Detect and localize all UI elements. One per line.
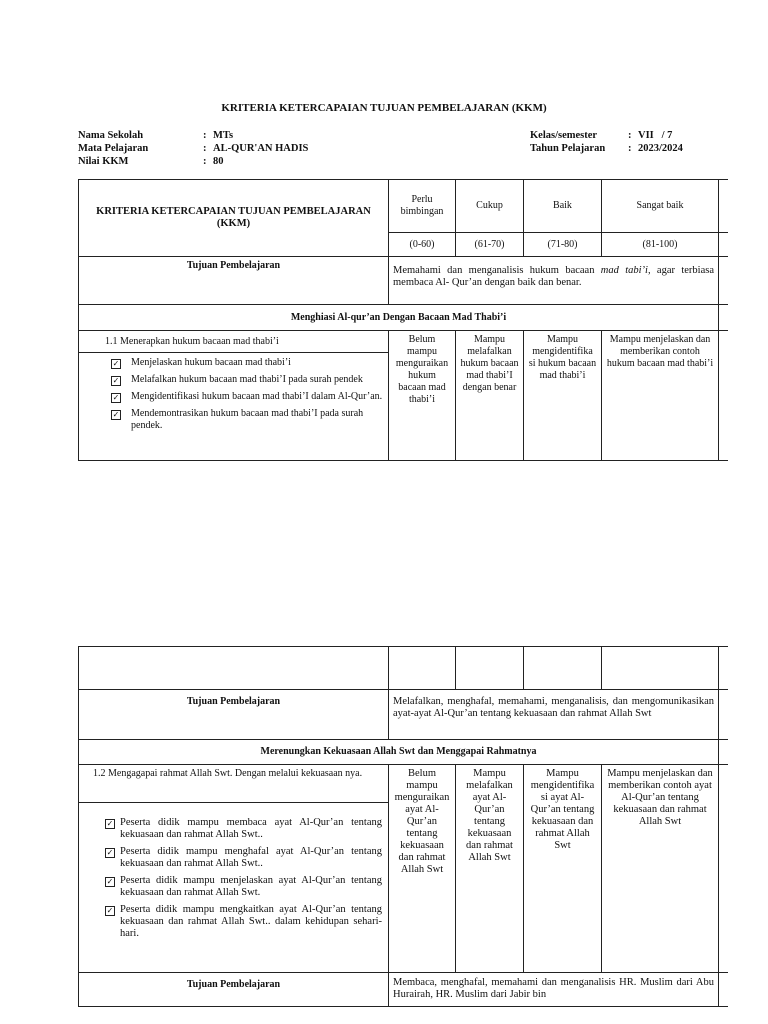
meta-row-subject: [78, 142, 378, 155]
empty-cell: [524, 647, 602, 690]
tp-text-part: Memahami dan menganalisis hukum bacaan: [393, 265, 601, 276]
meta-value: 2023/2024: [638, 143, 683, 154]
empty-cell: [456, 647, 524, 690]
empty-cell: [79, 647, 389, 690]
checkbox-icon: ✓: [106, 906, 114, 915]
tp-text: Melafalkan, menghafal, memahami, menganalisis, dan mengomunikasikan ayat-ayat Al-Qur’an tentang kekuasaan dan rahmat Allah Swt: [389, 690, 719, 740]
checklist-text: Peserta didik mampu menghafal ayat Al-Qur’an tentang kekuasaan dan rahmat Allah Swt..: [120, 846, 382, 869]
tp-text-part: agar terbiasa membaca Al- Qur’an dengan baik dan benar.: [393, 265, 714, 288]
checklist-item: [105, 817, 382, 841]
descriptor: Mampu menjelaskan dan memberikan contoh ayat Al-Qur’an tentang kekuasaan dan rahmat Allah Swt: [602, 765, 719, 973]
range-cell: (61-70): [456, 233, 524, 257]
meta-label: Kelas/semester: [530, 130, 598, 141]
meta-value: MTs: [213, 130, 234, 141]
indicator: 1.2 Mengagapai rahmat Allah Swt. Dengan melalui kekuasaan nya.: [79, 765, 389, 803]
checklist-text: Peserta didik mampu menjelaskan ayat Al-Qur’an tentang kekuasaan dan rahmat Allah Swt.: [120, 875, 382, 898]
checklist-text: Menjelaskan hukum bacaan mad thabi’i: [131, 357, 291, 368]
checklist-item: [105, 904, 382, 940]
checklist-item: [105, 846, 382, 870]
empty-cell: [602, 647, 719, 690]
empty-cell: [389, 647, 456, 690]
meta-value: AL-QUR'AN HADIS: [213, 143, 309, 154]
kkm-table-1: [78, 179, 739, 461]
checkbox-icon: ✓: [112, 393, 120, 402]
tp-text: Membaca, menghafal, memahami dan menganalisis HR. Muslim dari Abu Hurairah, HR. Muslim dari Jabir bin: [389, 973, 719, 1007]
meta-row-school: [78, 129, 378, 142]
checklist-item: [105, 875, 382, 899]
table-header: KRITERIA KETERCAPAIAN TUJUAN PEMBELAJARAN (KKM): [79, 180, 389, 257]
level-header: Cukup: [456, 180, 524, 233]
checklist-text: Mengidentifikasi hukum bacaan mad thabi’I dalam Al-Qur’an.: [131, 391, 383, 402]
tp-label: Tujuan Pembelajaran: [79, 690, 389, 740]
meta-sep: :: [203, 156, 207, 167]
meta-row-year: [530, 142, 730, 155]
checkbox-icon: ✓: [106, 877, 114, 886]
meta-value: VII / 7: [638, 130, 673, 141]
range-cell: (71-80): [524, 233, 602, 257]
checkbox-icon: ✓: [112, 376, 120, 385]
range-cell: (0-60): [389, 233, 456, 257]
section-title: Menghiasi Al-qur’an Dengan Bacaan Mad Thabi’i: [79, 305, 719, 331]
section-title: Merenungkan Kekuasaan Allah Swt dan Menggapai Rahmatnya: [79, 740, 719, 765]
indicator: 1.1 Menerapkan hukum bacaan mad thabi’i: [79, 331, 389, 353]
meta-sep: :: [203, 143, 207, 154]
meta-label: Tahun Pelajaran: [530, 143, 606, 154]
tp-label: Tujuan Pembelajaran: [79, 973, 389, 1007]
descriptor: Mampu mengidentifika si ayat Al-Qur’an tentang kekuasaan dan rahmat Allah Swt: [524, 765, 602, 973]
checkbox-icon: ✓: [106, 848, 114, 857]
meta-row-class: [530, 129, 730, 142]
meta-left: [78, 129, 378, 168]
checklist-item: [111, 391, 384, 403]
checklist: [79, 803, 389, 973]
descriptor: Mampu mengidentifika si hukum bacaan mad thabi’i: [524, 331, 602, 461]
descriptor: Mampu melafalkan ayat Al-Qur’an tentang kekuasaan dan rahmat Allah Swt: [456, 765, 524, 973]
meta-sep: :: [628, 130, 632, 141]
checkbox-icon: ✓: [112, 359, 120, 368]
meta-sep: :: [628, 143, 632, 154]
checklist-item: [111, 408, 384, 432]
checklist-text: Mendemontrasikan hukum bacaan mad thabi’I pada surah pendek.: [131, 408, 364, 431]
meta-row-kkm: [78, 155, 378, 168]
checklist-item: [111, 374, 384, 386]
tp-text: [389, 257, 719, 305]
kkm-table-2: [78, 646, 739, 1007]
checkbox-icon: ✓: [112, 410, 120, 419]
descriptor: Mampu melafalkan hukum bacaan mad thabi’I dengan benar: [456, 331, 524, 461]
checklist-text: Peserta didik mampu membaca ayat Al-Qur’an tentang kekuasaan dan rahmat Allah Swt..: [120, 817, 382, 840]
page-title: KRITERIA KETERCAPAIAN TUJUAN PEMBELAJARAN (KKM): [221, 102, 547, 114]
meta-value: 80: [213, 156, 224, 167]
page-edge-mask: [728, 0, 768, 1024]
descriptor: Belum mampu menguraikan hukum bacaan mad thabi’i: [389, 331, 456, 461]
level-header: Baik: [524, 180, 602, 233]
checklist-text: Melafalkan hukum bacaan mad thabi’I pada surah pendek: [131, 374, 363, 385]
descriptor: Mampu menjelaskan dan memberikan contoh hukum bacaan mad thabi’i: [602, 331, 719, 461]
tp-label: Tujuan Pembelajaran: [79, 257, 389, 305]
checklist: [79, 353, 389, 461]
range-cell: (81-100): [602, 233, 719, 257]
descriptor: Belum mampu menguraikan ayat Al-Qur’an tentang kekuasaan dan rahmat Allah Swt: [389, 765, 456, 973]
level-header: Sangat baik: [602, 180, 719, 233]
meta-right: [530, 129, 730, 155]
checklist-item: [111, 357, 384, 369]
meta-label: Nama Sekolah: [78, 130, 144, 141]
tp-text-emphasis: mad tabi’i,: [600, 265, 651, 276]
checklist-text: Peserta didik mampu mengkaitkan ayat Al-Qur’an tentang kekuasaan dan rahmat Allah Swt.. dalam kehidupan sehari-hari.: [120, 904, 382, 939]
meta-sep: :: [203, 130, 207, 141]
checkbox-icon: ✓: [106, 819, 114, 828]
level-header: Perlu bimbingan: [389, 180, 456, 233]
meta-label: Nilai KKM: [78, 156, 129, 167]
meta-label: Mata Pelajaran: [78, 143, 149, 154]
